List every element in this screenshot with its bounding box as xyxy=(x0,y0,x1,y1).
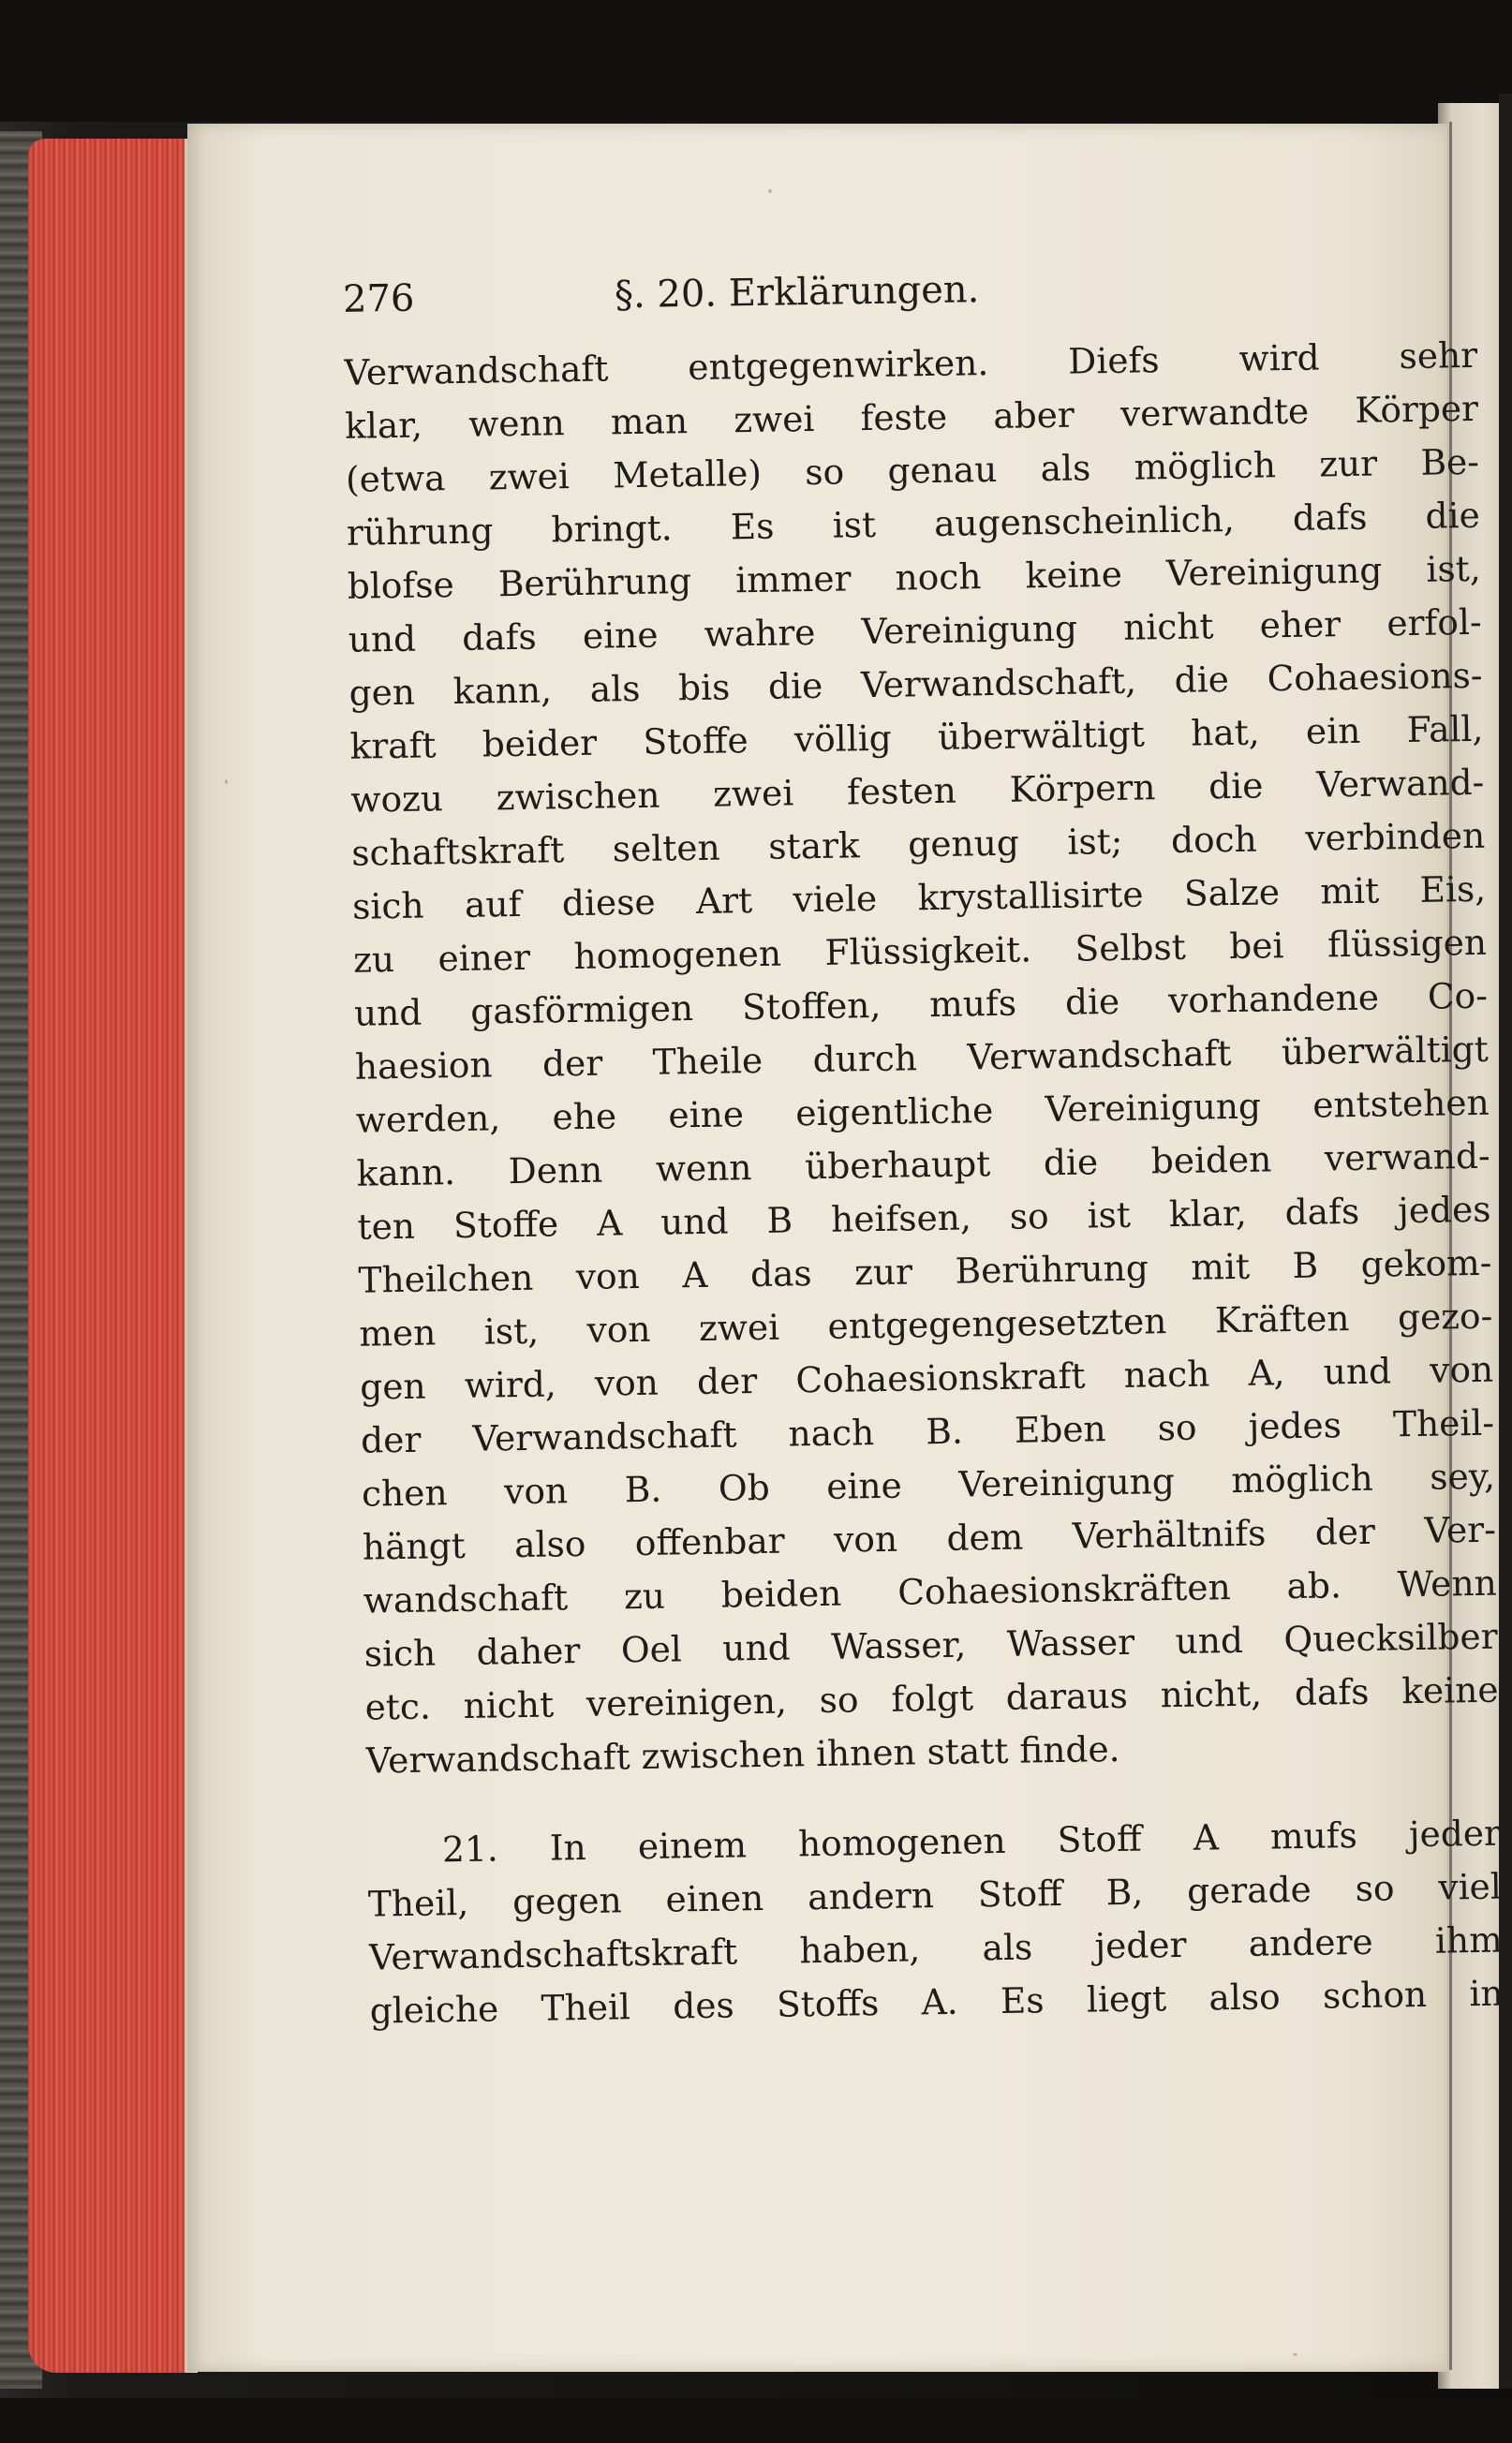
text-line: Theilchen von A das zur Berührung mit B gekom- xyxy=(358,1241,1492,1301)
text-line: Verwandschaft entgegenwirken. Diefs wird sehr xyxy=(343,333,1478,393)
text-line: klar, wenn man zwei feste aber verwandte Körper xyxy=(344,387,1479,447)
text-line: chen von B. Ob eine Vereinigung möglich sey, xyxy=(361,1455,1496,1515)
text-line: gleiche Theil des Stoffs A. Es liegt also schon in xyxy=(369,1972,1504,2032)
text-line: kraft beider Stoffe völlig überwältigt hat, ein Fall, xyxy=(349,707,1484,767)
text-line: haesion der Theile durch Verwandschaft überwältigt xyxy=(354,1028,1490,1088)
text-line: gen kann, als bis die Verwandschaft, die Cohaesions- xyxy=(348,654,1483,714)
red-page-edges xyxy=(28,139,192,2373)
text-line: ten Stoffe A und B heifsen, so ist klar, dafs jedes xyxy=(357,1188,1491,1248)
text-line: hängt also offenbar von dem Verhältnifs der Ver- xyxy=(362,1508,1497,1568)
page-number: 276 xyxy=(342,276,415,321)
text-line: gen wird, von der Cohaesionskraft nach A, und von xyxy=(359,1348,1494,1408)
text-line: men ist, von zwei entgegengesetzten Kräften gezo- xyxy=(359,1295,1493,1355)
text-line: und gasförmigen Stoffen, mufs die vorhandene Co- xyxy=(353,974,1489,1034)
text-line: Verwandschaft zwischen ihnen statt finde. xyxy=(365,1727,1120,1782)
text-line: (etwa zwei Metalle) so genau als möglich zur Be- xyxy=(345,440,1480,500)
text-line: etc. nicht vereinigen, so folgt daraus nicht, dafs keine xyxy=(364,1668,1499,1728)
text-line: wozu zwischen zwei festen Körpern die Verwand- xyxy=(350,761,1485,821)
right-shadow xyxy=(1499,94,1512,2389)
text-line: der Verwandschaft nach B. Eben so jedes Theil- xyxy=(360,1401,1495,1461)
running-head xyxy=(343,259,1187,328)
text-line: kann. Denn wenn überhaupt die beiden verwand- xyxy=(356,1134,1490,1194)
text-line: rührung bringt. Es ist augenscheinlich, dafs die xyxy=(346,494,1481,554)
text-line: zu einer homogenen Flüssigkeit. Selbst bei flüssigen xyxy=(352,921,1488,981)
text-line: werden, ehe eine eigentliche Vereinigung entstehen xyxy=(355,1081,1490,1141)
text-line: 21. In einem homogenen Stoff A mufs jeder xyxy=(441,1812,1502,1871)
text-line: wandschaft zu beiden Cohaesionskräften ab. Wenn xyxy=(363,1562,1498,1621)
text-line: Theil, gegen einen andern Stoff B, gerade so viel xyxy=(367,1865,1503,1925)
text-line: sich daher Oel und Wasser, Wasser und Quecksilber xyxy=(363,1615,1498,1675)
book-page xyxy=(187,124,1504,2372)
text-line: schaftskraft selten stark genug ist; doch verbinden xyxy=(350,814,1486,874)
text-line: sich auf diese Art viele krystallisirte Salze mit Eis, xyxy=(351,867,1487,927)
section-heading: §. 20. Erklärungen. xyxy=(614,268,980,318)
text-line: Verwandschaftskraft haben, als jeder andere ihm xyxy=(368,1918,1504,1978)
page-text xyxy=(170,114,1504,2382)
text-line: und dafs eine wahre Vereinigung nicht eher erfol- xyxy=(348,600,1482,660)
text-line: blofse Berührung immer noch keine Vereinigung ist, xyxy=(347,547,1482,607)
